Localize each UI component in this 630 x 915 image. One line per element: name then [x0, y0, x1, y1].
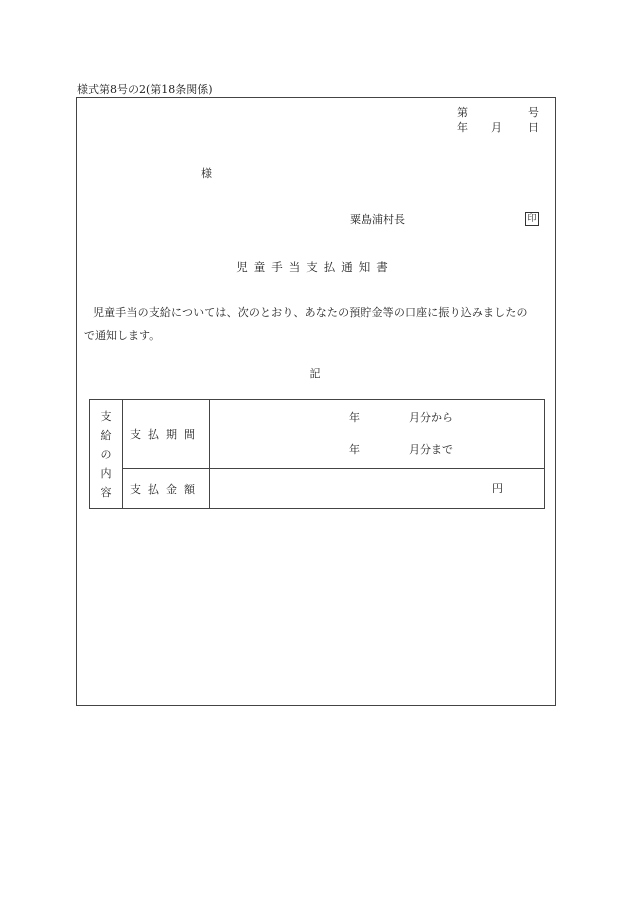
seal-mark: 印	[525, 212, 539, 226]
ki-heading: 記	[309, 367, 321, 380]
period-from-year: 年	[349, 411, 360, 424]
number-prefix: 第	[457, 106, 468, 119]
date-day-label: 日	[528, 121, 539, 134]
document-title: 児童手当支払通知書	[236, 260, 394, 274]
period-to-year: 年	[349, 443, 360, 456]
amount-label-cell	[123, 469, 210, 509]
period-from-month: 月分から	[409, 411, 453, 424]
form-number-label: 様式第8号の2(第18条関係)	[77, 83, 213, 96]
amount-value-cell	[210, 469, 545, 509]
number-suffix: 号	[528, 106, 539, 119]
period-to-month: 月分まで	[409, 443, 453, 456]
issuer-name: 粟島浦村長	[350, 213, 405, 226]
date-year-label: 年	[457, 121, 468, 134]
amount-label: 支払金額	[130, 482, 202, 496]
period-value-cell	[210, 400, 545, 469]
section-label-cell	[90, 400, 123, 509]
date-month-label: 月	[491, 121, 502, 134]
payment-detail-table	[89, 399, 545, 509]
amount-unit: 円	[492, 482, 503, 495]
body-text-line-2: で通知します。	[84, 329, 161, 342]
period-label-cell	[123, 400, 210, 469]
period-label: 支払期間	[130, 428, 202, 441]
recipient-honorific: 様	[201, 167, 212, 180]
section-label: 支給の内容	[100, 409, 112, 499]
body-text-line-1: 児童手当の支給については、次のとおり、あなたの預貯金等の口座に振り込みましたの	[93, 306, 528, 319]
